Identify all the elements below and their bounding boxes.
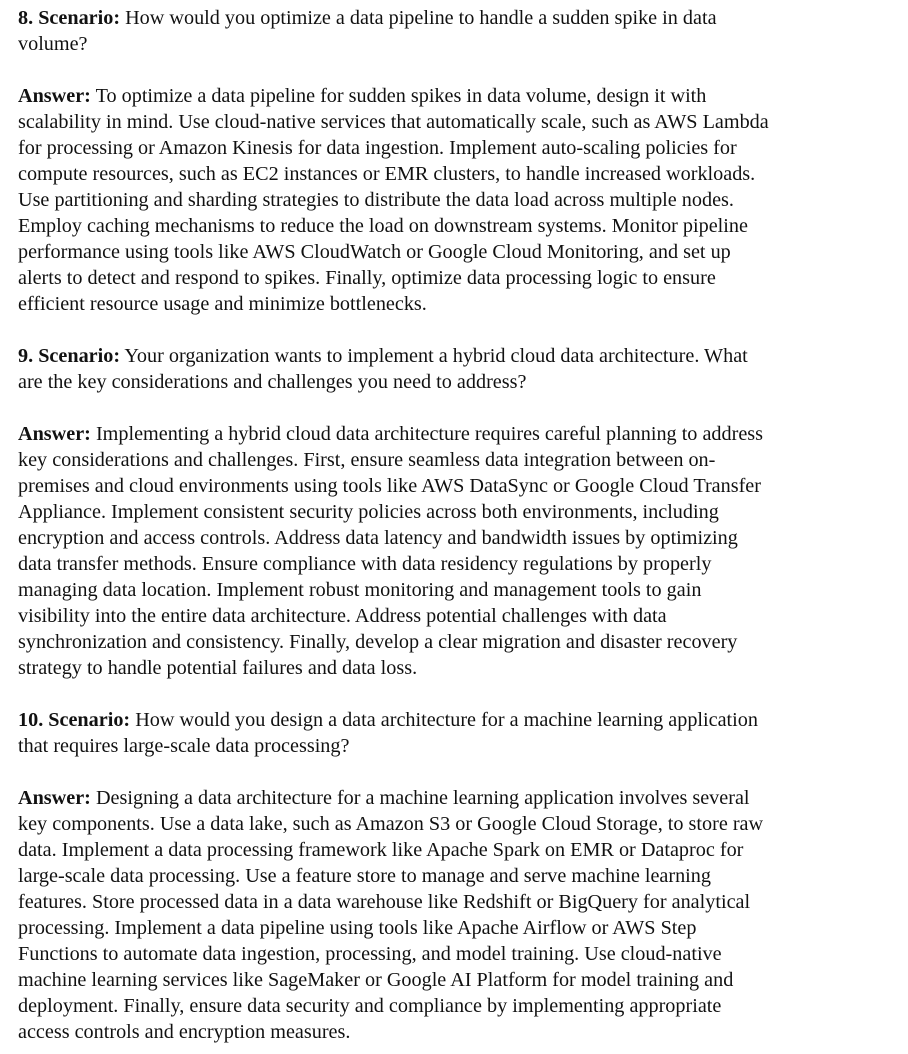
answer-text: Designing a data architecture for a machine learning application involves several key components. Use a data lake, such as Amazon S3 or Google Cloud Storage, to store raw data. Implement a data processing framework like Apache Spark on EMR or Dataproc for large-scale data processing. Use a feature store to manage and serve machine learning features. Store processed data in a data warehouse like Redshift or BigQuery for analytical processing. Implement a data pipeline using tools like Apache Airflow or AWS Step Functions to automate data ingestion, processing, and model training. Use cloud-native machine learning services like SageMaker or Google AI Platform for model training and deployment. Finally, ensure data security and compliance by implementing appropriate access controls and encryption measures. bbox=[18, 787, 764, 1043]
qa-block-9 bbox=[18, 343, 890, 681]
question-label: 9. Scenario: bbox=[18, 345, 121, 367]
qa-block-8 bbox=[18, 5, 890, 317]
answer-label: Answer: bbox=[18, 423, 91, 445]
answer-9 bbox=[18, 421, 890, 681]
question-text: Your organization wants to implement a hybrid cloud data architecture. What are the key considerations and challenges you need to address? bbox=[18, 345, 748, 393]
answer-text: Implementing a hybrid cloud data architecture requires careful planning to address key considerations and challenges. First, ensure seamless data integration between on- premises and cloud environments using tools like AWS DataSync or Google Cloud Transfer Appliance. Implement consistent security policies across both environments, including encryption and access controls. Address data latency and bandwidth issues by optimizing data transfer methods. Ensure compliance with data residency regulations by properly managing data location. Implement robust monitoring and management tools to gain visibility into the entire data architecture. Address potential challenges with data synchronization and consistency. Finally, develop a clear migration and disaster recovery strategy to handle potential failures and data loss. bbox=[18, 423, 763, 679]
qa-block-10 bbox=[18, 707, 890, 1045]
question-text: How would you optimize a data pipeline to handle a sudden spike in data volume? bbox=[18, 7, 717, 55]
answer-label: Answer: bbox=[18, 85, 91, 107]
answer-8 bbox=[18, 83, 890, 317]
answer-10 bbox=[18, 785, 890, 1045]
answer-label: Answer: bbox=[18, 787, 91, 809]
question-label: 10. Scenario: bbox=[18, 709, 131, 731]
question-9 bbox=[18, 343, 890, 395]
question-8 bbox=[18, 5, 890, 57]
question-label: 8. Scenario: bbox=[18, 7, 121, 29]
question-text: How would you design a data architecture for a machine learning application that requires large-scale data processing? bbox=[18, 709, 758, 757]
question-10 bbox=[18, 707, 890, 759]
answer-text: To optimize a data pipeline for sudden spikes in data volume, design it with scalability in mind. Use cloud-native services that automatically scale, such as AWS Lambda for processing or Amazon Kinesis for data ingestion. Implement auto-scaling policies for compute resources, such as EC2 instances or EMR clusters, to handle increased workloads. Use partitioning and sharding strategies to distribute the data load across multiple nodes. Employ caching mechanisms to reduce the load on downstream systems. Monitor pipeline performance using tools like AWS CloudWatch or Google Cloud Monitoring, and set up alerts to detect and respond to spikes. Finally, optimize data processing logic to ensure efficient resource usage and minimize bottlenecks. bbox=[18, 85, 769, 315]
